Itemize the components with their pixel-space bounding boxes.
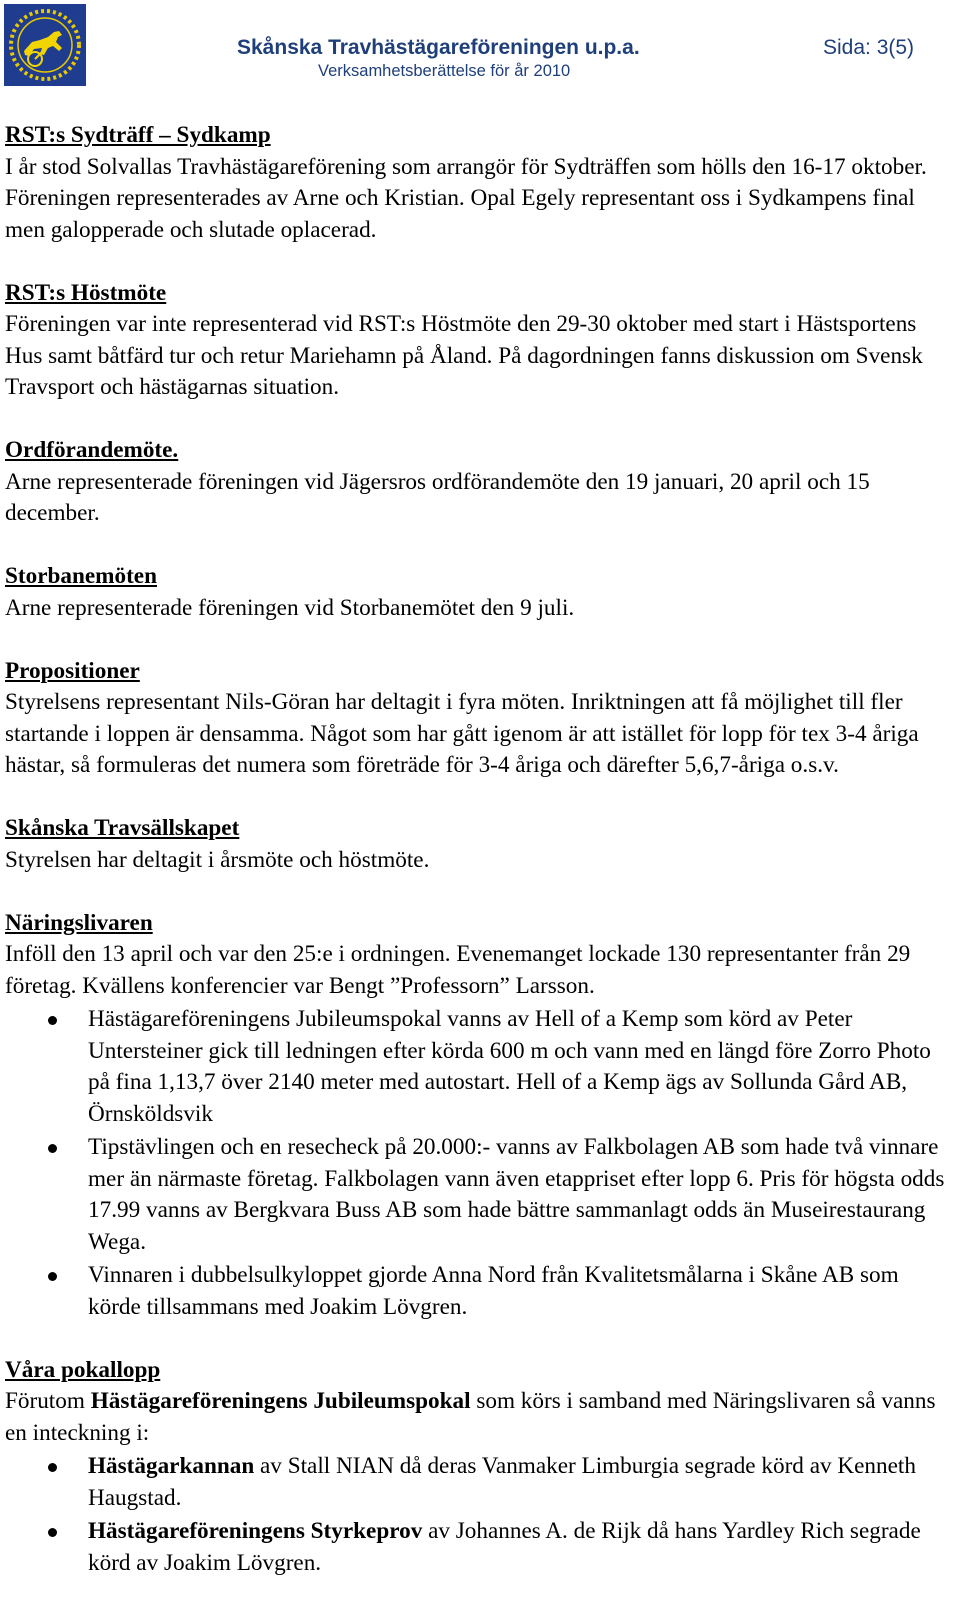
- list-item: [5, 1260, 955, 1323]
- list-item: [5, 1132, 955, 1258]
- document-body: [5, 120, 955, 1579]
- section-heading: RST:s Sydträff – Sydkamp: [5, 122, 271, 148]
- section-ordforandemote: [5, 435, 955, 530]
- section-heading: Storbanemöten: [5, 563, 157, 589]
- list-item-text: av Johannes A. de Rijk då hans Yardley Rich segrade körd av Joakim Lövgren.: [88, 1518, 921, 1576]
- list-item: [5, 1451, 955, 1514]
- bullet-icon: [48, 1272, 57, 1281]
- bullet-icon: [48, 1528, 57, 1537]
- intro-before: Förutom: [5, 1388, 85, 1414]
- list-item-text: Tipstävlingen och en resecheck på 20.000:- vanns av Falkbolagen AB som hade två vinnare mer än närmaste företag. Falkbolagen vann även etappriset efter lopp 6. Pris för högsta odds 17.99 vanns av Bergkvara Buss AB som hade bättre sammanlagt odds än Museirestaurang Wega.: [88, 1134, 945, 1255]
- intro-after: som körs i samband med Näringslivaren så vanns en inteckning i:: [5, 1388, 936, 1446]
- section-propositioner: [5, 656, 955, 782]
- bullet-icon: [48, 1463, 57, 1472]
- page-header: [0, 0, 960, 95]
- section-text: Föreningen var inte representerad vid RST:s Höstmöte den 29-30 oktober med start i Hästsportens Hus samt båtfärd tur och retur Mariehamn på Åland. På dagordningen fanns diskussion om Svensk Travsport och hästägarnas situation.: [5, 311, 923, 400]
- page-number: Sida: 3(5): [823, 36, 915, 59]
- intro-bold: Hästägareföreningens Jubileumspokal: [90, 1388, 471, 1414]
- section-heading: RST:s Höstmöte: [5, 279, 167, 306]
- section-heading: Näringslivaren: [5, 909, 153, 936]
- section-text: Styrelsens representant Nils-Göran har deltagit i fyra möten. Inriktningen att få möjlighet till fler startande i loppen är densamma. Något som har gått igenom är att istället för lopp för tex 3-4 åriga hästar, så formuleras det numera som företräde för 3-4 åriga och därefter 5,6,7-åriga o.s.v.: [5, 689, 919, 778]
- section-sydtraff: [5, 120, 955, 246]
- section-text: I år stod Solvallas Travhästägareförening som arrangör för Sydträffen som hölls den 16-17 oktober. Föreningen representerades av Arne och Kristian. Opal Egely representant oss i Sydkampens final men galopperade och slutade oplacerad.: [5, 153, 927, 243]
- prize-name: Hästägarkannan: [88, 1453, 255, 1479]
- report-subtitle: Verksamhetsberättelse för år 2010: [318, 62, 571, 80]
- section-heading: Våra pokallopp: [5, 1356, 161, 1383]
- organization-name: Skånska Travhästägareföreningen u.p.a.: [237, 36, 640, 59]
- association-logo: [4, 4, 86, 86]
- bullet-icon: [48, 1016, 57, 1025]
- section-text: Inföll den 13 april och var den 25:e i ordningen. Evenemanget lockade 130 representanter från 29 företag. Kvällens konferencier var Bengt ”Professorn” Larsson.: [5, 941, 911, 999]
- list-item: [5, 1004, 955, 1130]
- section-heading: Skånska Travsällskapet: [5, 815, 240, 841]
- section-pokallopp: [5, 1355, 955, 1580]
- bullet-list: [5, 1451, 955, 1579]
- section-hostmote: [5, 278, 955, 404]
- list-item-text: Hästägareföreningens Jubileumspokal vanns av Hell of a Kemp som körd av Peter Untersteiner gick till ledningen efter körda 600 m och vann med en längd före Zorro Photo på fina 1,13,7 över 2140 meter med autostart. Hell of a Kemp ägs av Sollunda Gård AB, Örnsköldsvik: [88, 1006, 931, 1127]
- section-text: Arne representerade föreningen vid Jägersros ordförandemöte den 19 januari, 20 april och 15 december.: [5, 468, 870, 526]
- section-naringslivaren: [5, 908, 955, 1324]
- bullet-list: [5, 1004, 955, 1323]
- section-heading: Ordförandemöte.: [5, 437, 179, 463]
- bullet-icon: [48, 1144, 57, 1153]
- section-storbanemoten: [5, 561, 955, 624]
- section-text: Arne representerade föreningen vid Storbanemötet den 9 juli.: [5, 594, 575, 621]
- list-item-text: Vinnaren i dubbelsulkyloppet gjorde Anna Nord från Kvalitetsmålarna i Skåne AB som körde tillsammans med Joakim Lövgren.: [88, 1262, 899, 1320]
- section-heading: Propositioner: [5, 657, 140, 684]
- prize-name: Hästägareföreningens Styrkeprov: [88, 1518, 423, 1544]
- section-travsallskapet: [5, 813, 955, 876]
- section-text: Styrelsen har deltagit i årsmöte och höstmöte.: [5, 846, 430, 873]
- list-item: [5, 1516, 955, 1579]
- list-item-text: av Stall NIAN då deras Vanmaker Limburgia segrade körd av Kenneth Haugstad.: [88, 1453, 916, 1511]
- section-text: [5, 1386, 955, 1449]
